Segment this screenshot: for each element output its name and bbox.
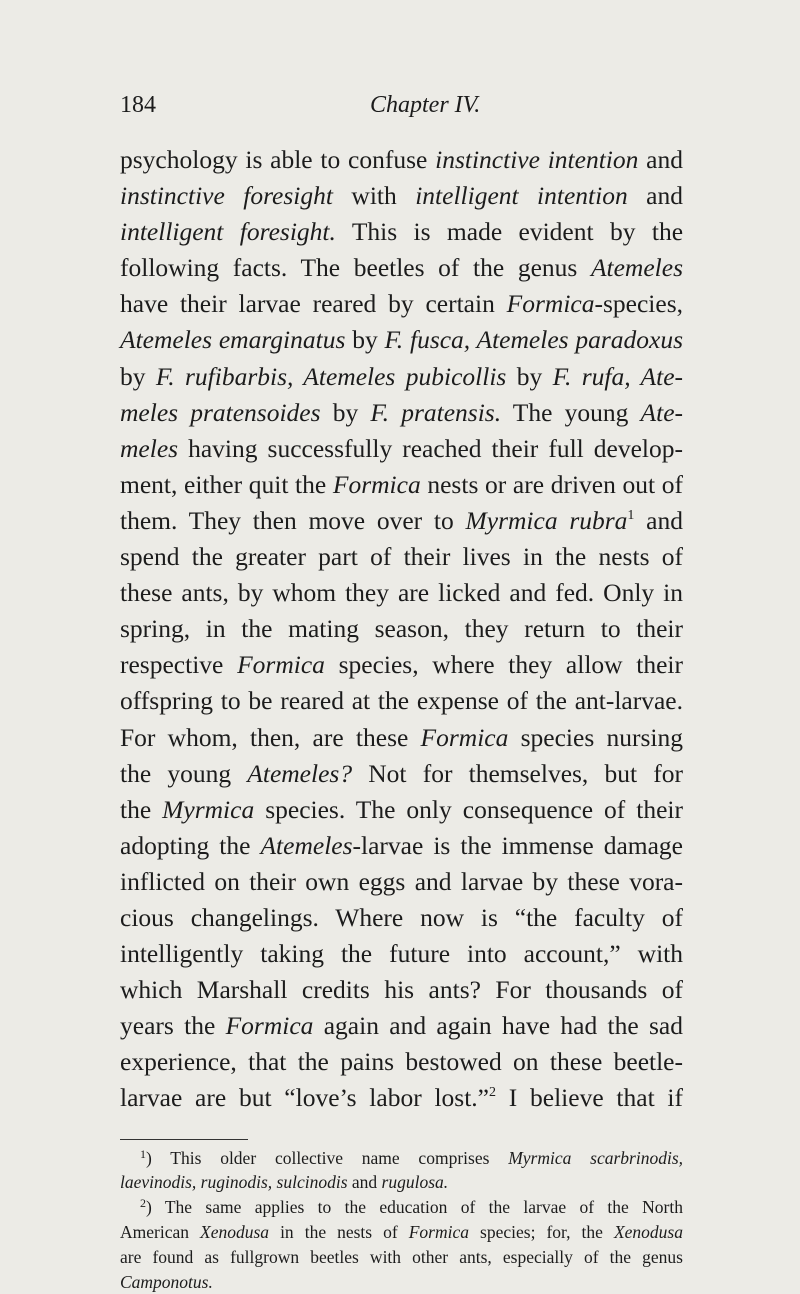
italic-text: meles — [120, 433, 179, 463]
footnote-ref: 2 — [489, 1085, 496, 1101]
text-line — [120, 359, 683, 395]
footnote-ref: 1 — [627, 507, 635, 523]
footnote-line — [120, 1245, 683, 1270]
text-run: the young — [120, 758, 248, 788]
text-run: cious changelings. Where now is “the faculty of — [120, 902, 683, 932]
footnotes — [120, 1146, 683, 1294]
text-run: ) The same applies to the education of the larvae of the North — [146, 1197, 683, 1218]
footnote-line — [120, 1170, 683, 1195]
italic-text: Xenodusa — [613, 1221, 683, 1242]
text-line — [120, 647, 683, 683]
text-run: Not for themselves, but for — [352, 758, 683, 788]
text-line — [120, 1008, 683, 1044]
text-line — [120, 322, 683, 358]
text-line — [120, 539, 683, 575]
italic-text: Formica — [420, 722, 509, 752]
italic-text: Formica — [237, 650, 325, 680]
italic-text: Ate- — [640, 397, 684, 427]
italic-text: F. rufibarbis, Atemeles pubicollis — [155, 361, 507, 391]
italic-text: F. fusca, Atemeles paradoxus — [384, 325, 684, 355]
text-line — [120, 792, 683, 828]
italic-text: meles pratensoides — [120, 397, 321, 427]
text-run: adopting the — [120, 830, 261, 860]
italic-text: Atemeles emarginatus — [120, 325, 346, 355]
text-run: following facts. The beetles of the genus — [120, 253, 591, 283]
italic-text: Camponotus. — [120, 1271, 213, 1292]
text-run: American — [120, 1221, 201, 1242]
text-run: by — [506, 361, 553, 391]
footnote-line — [120, 1146, 683, 1171]
text-run: species; for, the — [469, 1221, 614, 1242]
body-paragraph — [120, 142, 683, 1117]
text-run: spend the greater part of their lives in the nests of — [120, 542, 683, 572]
running-head: Chapter IV. — [370, 92, 481, 118]
footnote-line — [120, 1220, 683, 1245]
italic-text: Myrmica — [162, 794, 255, 824]
text-run: having successfully reached their full develop- — [178, 433, 683, 463]
text-run: years the — [120, 1011, 226, 1041]
text-run: the — [120, 794, 163, 824]
text-run: species, where they allow their — [324, 650, 683, 680]
text-run: and — [638, 145, 683, 174]
text-line — [120, 864, 683, 900]
footnote-mark: 1 — [140, 1146, 146, 1161]
text-run: This is made evident by the — [335, 217, 684, 247]
text-line — [120, 467, 683, 503]
italic-text: Atemeles — [260, 830, 353, 860]
text-run: species nursing — [508, 722, 683, 752]
footnote-line — [120, 1270, 683, 1294]
footnote-line — [120, 1195, 683, 1220]
text-line — [120, 395, 683, 431]
italic-text: Myrmica rubra — [465, 505, 628, 535]
footnote-rule — [120, 1139, 248, 1140]
text-run: respective — [120, 650, 238, 680]
text-run: For whom, then, are these — [120, 722, 421, 752]
italic-text: Formica — [225, 1011, 314, 1041]
text-run: are found as fullgrown beetles with other ants, especially of the genus — [120, 1246, 683, 1267]
text-line — [120, 250, 683, 286]
text-run: with — [332, 181, 416, 211]
text-run: experience, that the pains bestowed on these beetle- — [120, 1047, 683, 1077]
text-run: by — [345, 325, 385, 355]
text-run: and — [347, 1172, 382, 1193]
italic-text: Atemeles — [590, 253, 683, 283]
text-line — [120, 178, 683, 214]
text-line — [120, 611, 683, 647]
italic-text: Formica — [408, 1221, 470, 1242]
text-run: inflicted on their own eggs and larvae by these vora- — [120, 866, 683, 896]
italic-text: Atemeles? — [247, 758, 353, 788]
footnote-mark: 2 — [140, 1196, 146, 1211]
text-line — [120, 503, 683, 539]
text-run: nests or are driven out of — [420, 469, 683, 499]
text-run: offspring to be reared at the expense of the ant-larvae. — [120, 686, 683, 716]
text-run: which Marshall credits his ants? For thousands of — [120, 975, 683, 1005]
page-header — [120, 92, 683, 132]
text-run: and — [627, 181, 683, 211]
italic-text: Myrmica scarbrinodis, — [508, 1147, 684, 1168]
italic-text: rugulosa. — [381, 1172, 449, 1193]
text-line — [120, 972, 683, 1008]
text-line — [120, 900, 683, 936]
italic-text: F. pratensis. — [370, 397, 502, 427]
text-line — [120, 1044, 683, 1080]
text-line — [120, 431, 683, 467]
text-run: have their larvae reared by certain — [120, 289, 507, 319]
text-line — [120, 1080, 683, 1116]
italic-text: intelligent intention — [415, 181, 628, 211]
italic-text: Formica — [332, 469, 421, 499]
text-run: The young — [501, 397, 641, 427]
text-run: these ants, by whom they are licked and fed. Only in — [120, 578, 683, 608]
text-line — [120, 286, 683, 322]
text-run: species. The only consequence of their — [254, 794, 683, 824]
text-line — [120, 828, 683, 864]
text-run: -larvae is the immense damage — [352, 830, 683, 860]
text-line — [120, 214, 683, 250]
text-run: psychology is able to confuse — [120, 145, 436, 174]
text-run: by — [120, 361, 156, 391]
text-run: -species, — [594, 289, 683, 319]
text-run: spring, in the mating season, they return to their — [120, 614, 683, 644]
italic-text: instinctive intention — [435, 145, 639, 174]
book-page — [120, 92, 683, 1294]
italic-text: laevinodis, ruginodis, sulcinodis — [120, 1172, 348, 1193]
text-line — [120, 575, 683, 611]
italic-text: Formica — [506, 289, 595, 319]
italic-text: Xenodusa — [200, 1221, 270, 1242]
text-run: in the nests of — [269, 1221, 409, 1242]
text-run: by — [320, 397, 371, 427]
italic-text: F. rufa, Ate- — [552, 361, 684, 391]
text-line — [120, 142, 683, 178]
text-line — [120, 720, 683, 756]
text-run: again and again have had the sad — [313, 1011, 683, 1041]
page-number: 184 — [120, 92, 156, 118]
text-run: I believe that if — [496, 1083, 683, 1113]
text-line — [120, 756, 683, 792]
text-run: and — [634, 505, 683, 535]
italic-text: intelligent foresight. — [120, 217, 336, 247]
text-run: intelligently taking the future into account,” with — [120, 939, 683, 969]
text-line — [120, 683, 683, 719]
text-run: ment, either quit the — [120, 469, 333, 499]
text-run: larvae are but “love’s labor lost.” — [120, 1083, 489, 1113]
text-run: them. They then move over to — [120, 505, 466, 535]
italic-text: instinctive foresight — [120, 181, 333, 211]
text-run: ) This older collective name comprises — [146, 1147, 509, 1168]
text-line — [120, 936, 683, 972]
